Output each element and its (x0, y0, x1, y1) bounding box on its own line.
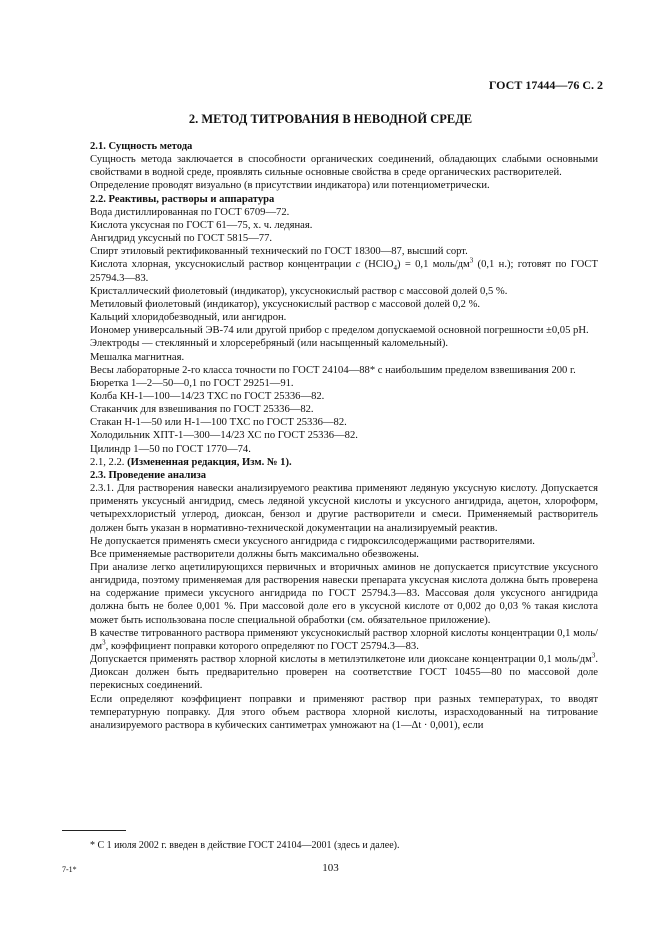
page-number: 103 (322, 862, 339, 874)
reagent-item: Иономер универсальный ЭВ-74 или другой прибор с пределом допускаемой основной погрешности ±0,05 pH. (90, 325, 589, 337)
paragraph: Допускается применять раствор хлорной кислоты в метилэтилкетоне или диоксане концентрации 0,1 моль/$дм^3$. Диоксан должен быть предварительно проверен на соответствие ГОСТ 10455—80 по массовой доле перекисных соединений. (90, 651, 598, 692)
section-2-1-heading: 2.1. Сущность метода (90, 141, 193, 152)
paragraph: При анализе легко ацетилирующихся первичных и вторичных аминов не допускается присутствие уксусного ангидрида, поэтому применяемая для растворения навески препарата уксусная кислота должна быть проверена на содержание примеси уксусного ангидрида по ГОСТ 25794.3—83. Массовая доля уксусного ангидрида должна быть не более 0,001 %. При массовой доле его в уксусной кислоте от 0,002 до 0,03 % такая кислота может быть использована после специальной обработки (см. обязательное приложение). (90, 562, 598, 626)
paragraph: Сущность метода заключается в способности органических соединений, обладающих слабыми основными свойствами в водной среде, проявлять сильные основные свойства в среде органических растворителей. (90, 154, 598, 179)
reagent-item: Кальций хлоридобезводный, или ангидрон. (90, 312, 287, 324)
paragraph: Если определяют коэффициент поправки и применяют раствор при разных температурах, то вводят температурную поправку. Для этого объем раствора хлорной кислоты, израсходованный на титрование анализируемого раствора в кубических сантиметрах умножают на (1—Δt · 0,001), если (90, 693, 598, 731)
paragraph: Не допускается применять смеси уксусного ангидрида с гидроксилсодержащими растворителями. (90, 535, 535, 547)
reagent-item: Вода дистиллированная по ГОСТ 6709—72. (90, 206, 290, 218)
reagent-item: Кислота хлорная, уксуснокислый раствор концентрации c (HClO$_4$) = 0,1 моль/$дм^3$ (0,1 н.); готовят по ГОСТ 25794.3—83. (90, 256, 598, 284)
footnote: * С 1 июля 2002 г. введен в действие ГОСТ 24104—2001 (здесь и далее). (90, 840, 400, 851)
paragraph: В качестве титрованного раствора применяют уксуснокислый раствор хлорной кислоты концентрации 0,1 моль/$дм^3$, коэффициент поправки которого определяют по ГОСТ 25794.3—83. (90, 627, 598, 652)
reagent-item: Ангидрид уксусный по ГОСТ 5815—77. (90, 233, 273, 245)
footnote-divider (62, 830, 126, 831)
reagent-item: Холодильник ХПТ-1—300—14/23 ХС по ГОСТ 25336—82. (90, 430, 358, 442)
paragraph: 2.3.1. Для растворения навески анализируемого реактива применяют ледяную уксусную кислоту. Допускается применять уксусный ангидрид, смесь ледяной уксусной кислоты и уксусного ангидрида, ацетон, хлороформ, четыреххлористый углерод, диоксан, бензол и другие растворители и смеси. Применяемый растворитель должен быть указан в нормативно-технической документации на анализируемый реактив. (90, 483, 598, 534)
section-2-3-heading: 2.3. Проведение анализа (90, 469, 206, 481)
reagent-item: Весы лабораторные 2-го класса точности по ГОСТ 24104—88* с наибольшим пределом взвешивания 200 г. (90, 364, 576, 376)
document-body (90, 140, 598, 732)
reagent-item: Метиловый фиолетовый (индикатор), уксуснокислый раствор с массовой долей 0,2 %. (90, 298, 481, 310)
section-title: 2. МЕТОД ТИТРОВАНИЯ В НЕВОДНОЙ СРЕДЕ (188, 112, 473, 126)
section-2-2-heading: 2.2. Реактивы, растворы и аппаратура (90, 193, 275, 205)
reagent-item: Мешалка магнитная. (90, 351, 185, 363)
reagent-item: Колба КН-1—100—14/23 ТХС по ГОСТ 25336—82. (90, 390, 325, 402)
reagent-item: Электроды — стеклянный и хлорсеребряный (или насыщенный каломельный). (90, 338, 449, 350)
reagent-item: Кристаллический фиолетовый (индикатор), уксуснокислый раствор с массовой долей 0,5 %. (90, 285, 508, 297)
reagent-item: Бюретка 1—2—50—0,1 по ГОСТ 29251—91. (90, 377, 294, 389)
reagent-item: Кислота уксусная по ГОСТ 61—75, х. ч. ледяная. (90, 219, 313, 231)
amendment-note: 2.1, 2.2. (Измененная редакция, Изм. № 1). (90, 456, 292, 468)
page-header: ГОСТ 17444—76 С. 2 (488, 78, 603, 92)
paragraph: Определение проводят визуально (в присутствии индикатора) или потенциометрически. (90, 180, 490, 192)
reagent-item: Цилиндр 1—50 по ГОСТ 1770—74. (90, 443, 251, 455)
print-code: 7-1* (62, 865, 77, 874)
reagent-item: Спирт этиловый ректификованный технический по ГОСТ 18300—87, высший сорт. (90, 246, 468, 258)
reagent-item: Стаканчик для взвешивания по ГОСТ 25336—82. (90, 404, 314, 416)
reagent-item: Стакан Н-1—50 или Н-1—100 ТХС по ГОСТ 25336—82. (90, 417, 347, 429)
paragraph: Все применяемые растворители должны быть максимально обезвожены. (90, 548, 419, 560)
